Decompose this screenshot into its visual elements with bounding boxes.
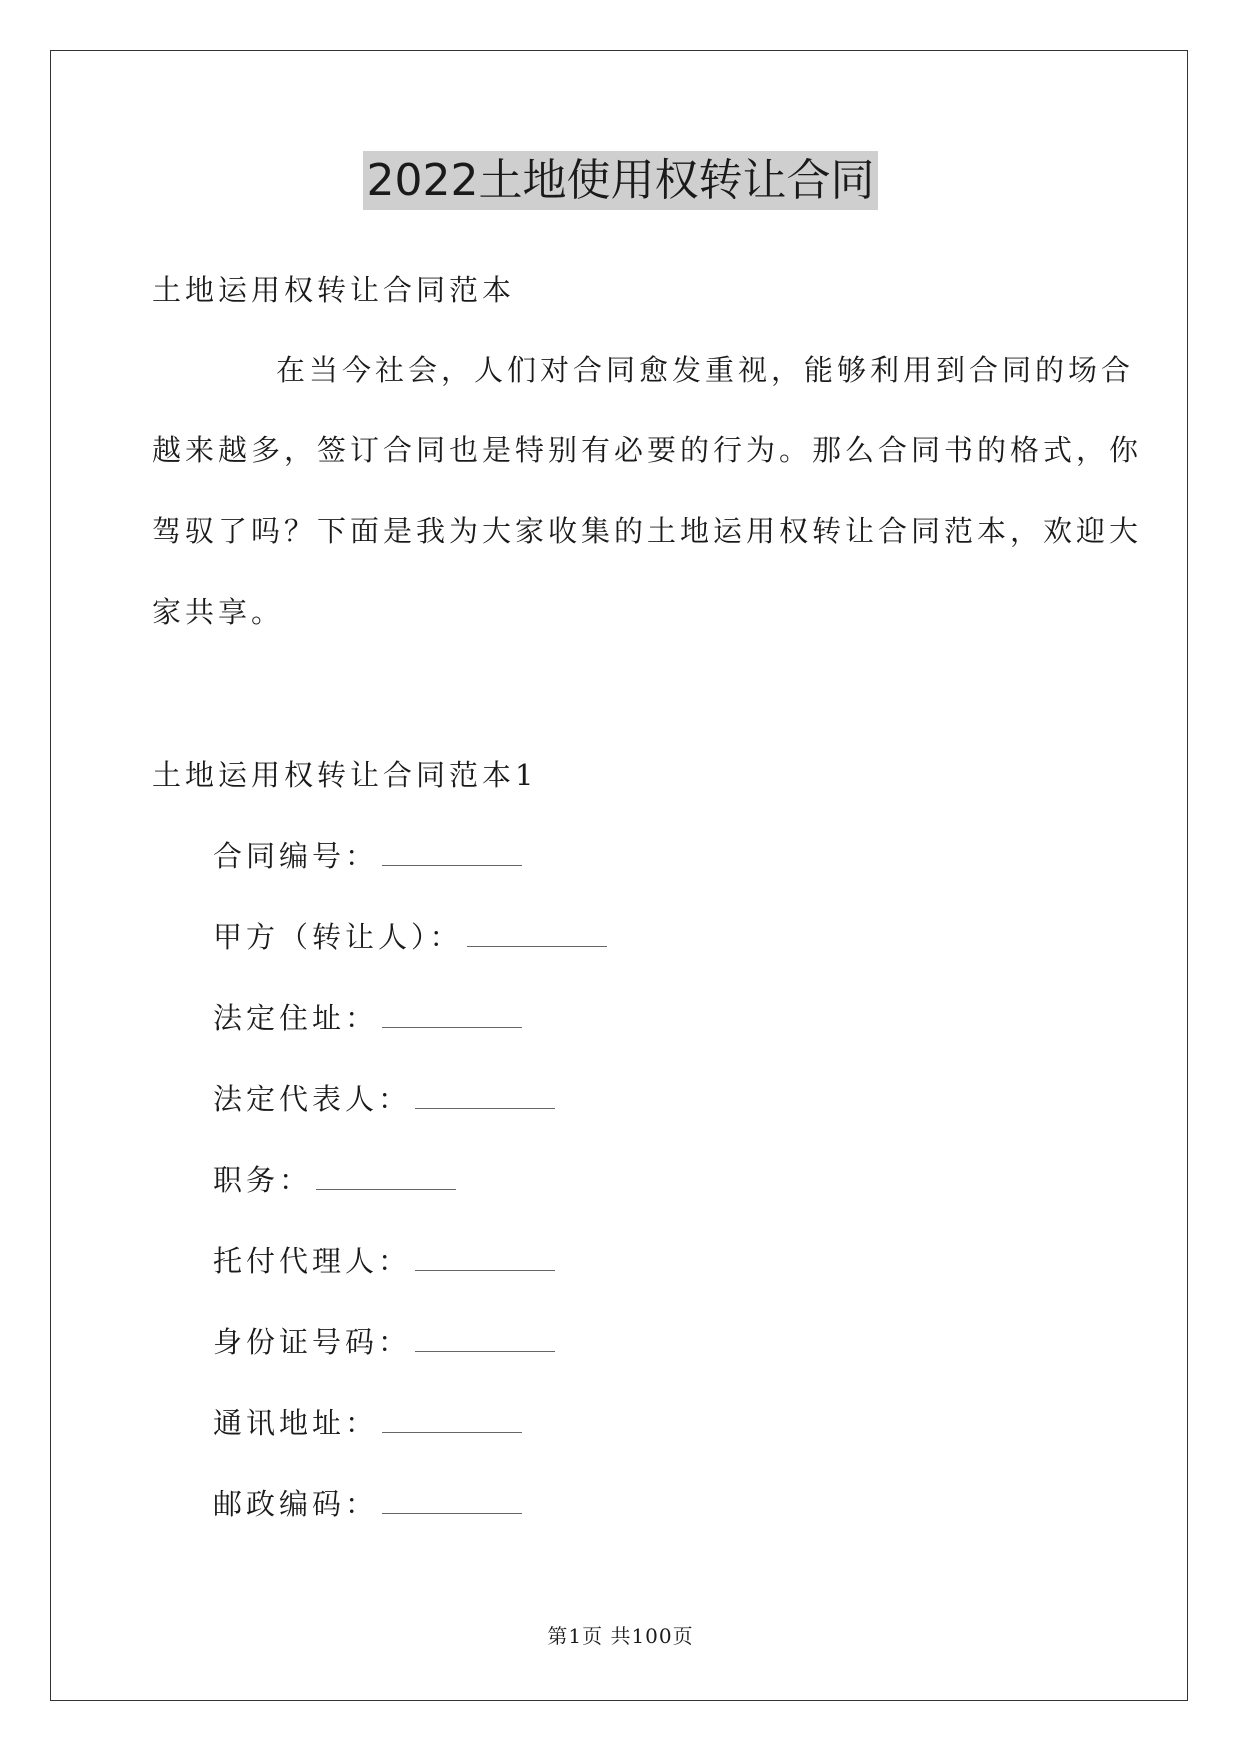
intro-paragraph-line: 家共享。 xyxy=(152,595,285,629)
form-field-legal-representative xyxy=(213,1078,555,1119)
fill-in-blank xyxy=(382,835,522,866)
form-field-contract-number xyxy=(213,835,522,876)
intro-paragraph-line: 在当今社会，人们对合同愈发重视，能够利用到合同的场合 xyxy=(276,353,1135,387)
section-heading: 土地运用权转让合同范本1 xyxy=(152,758,538,792)
form-field-agent xyxy=(213,1240,555,1281)
document-title-text: 2022土地使用权转让合同 xyxy=(363,151,879,210)
document-title xyxy=(0,150,1241,212)
field-label: 法定住址： xyxy=(213,1001,379,1035)
field-label: 托付代理人： xyxy=(213,1244,412,1278)
page-footer: 第1页 共100页 xyxy=(547,1624,694,1648)
fill-in-blank xyxy=(382,997,522,1028)
field-label: 法定代表人： xyxy=(213,1082,412,1116)
fill-in-blank xyxy=(415,1240,555,1271)
intro-paragraph-line: 驾驭了吗？下面是我为大家收集的土地运用权转让合同范本，欢迎大 xyxy=(152,514,1143,548)
fill-in-blank xyxy=(467,916,607,947)
fill-in-blank xyxy=(382,1402,522,1433)
field-label: 通讯地址： xyxy=(213,1406,379,1440)
fill-in-blank xyxy=(382,1483,522,1514)
intro-paragraph-line: 越来越多，签订合同也是特别有必要的行为。那么合同书的格式，你 xyxy=(152,433,1143,467)
field-label: 邮政编码： xyxy=(213,1487,379,1521)
form-field-legal-address xyxy=(213,997,522,1038)
fill-in-blank xyxy=(316,1159,456,1190)
form-field-position xyxy=(213,1159,456,1200)
field-label: 身份证号码： xyxy=(213,1325,412,1359)
fill-in-blank xyxy=(415,1321,555,1352)
form-field-mailing-address xyxy=(213,1402,522,1443)
field-label: 合同编号： xyxy=(213,839,379,873)
form-field-postal-code xyxy=(213,1483,522,1524)
field-label: 甲方（转让人）： xyxy=(213,920,463,954)
form-field-party-a xyxy=(213,916,607,957)
field-label: 职务： xyxy=(213,1163,313,1197)
document-subtitle: 土地运用权转让合同范本 xyxy=(152,273,516,307)
form-field-id-number xyxy=(213,1321,555,1362)
fill-in-blank xyxy=(415,1078,555,1109)
